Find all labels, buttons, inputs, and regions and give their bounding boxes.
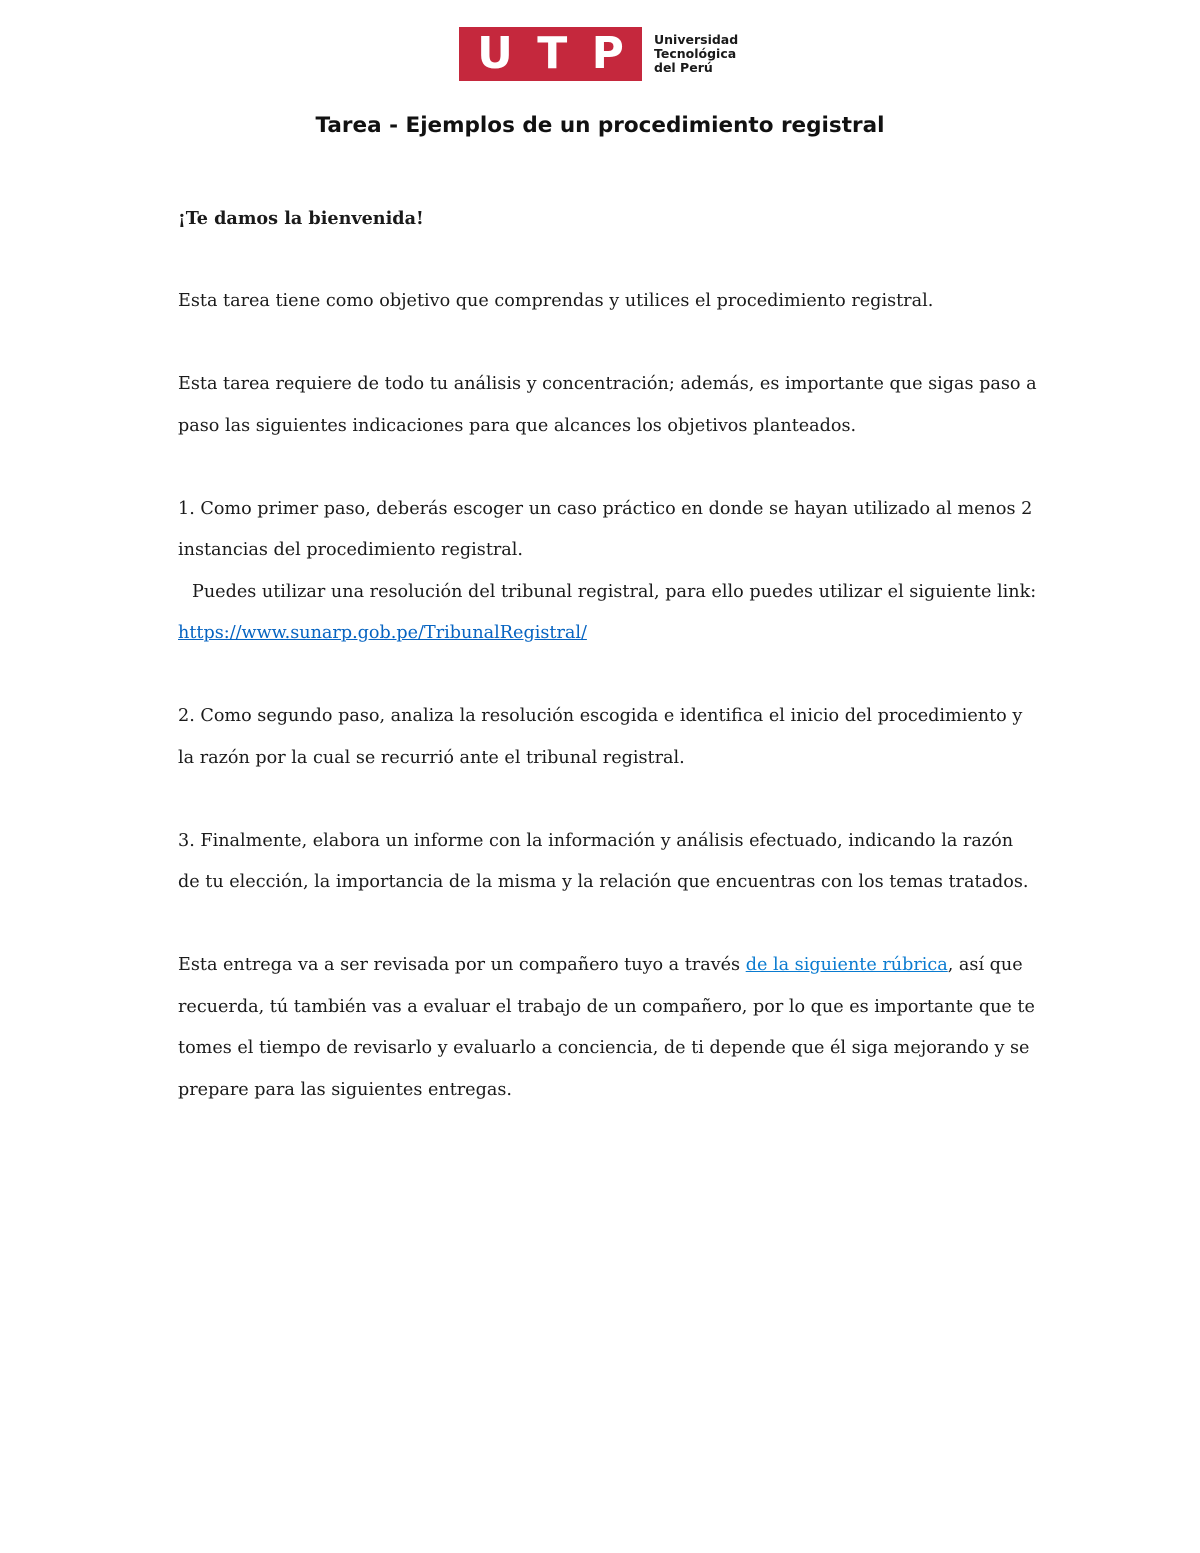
step-1-text: 1. Como primer paso, deberás escoger un caso práctico en donde se hayan utilizado al menos 2 instancias del procedimiento registral.	[178, 498, 1033, 560]
logo-letter-p: P	[591, 28, 624, 79]
logo-name-line-1: Universidad	[654, 32, 739, 47]
logo-name-line-2: Tecnológica	[654, 46, 737, 61]
rubric-link[interactable]: de la siguiente rúbrica	[745, 955, 948, 975]
closing-text-before: Esta entrega va a ser revisada por un compañero tuyo a través	[178, 955, 746, 975]
document-title: Tarea - Ejemplos de un procedimiento registral	[315, 113, 885, 138]
logo-university-name	[654, 33, 738, 75]
tribunal-registral-link[interactable]: https://www.sunarp.gob.pe/TribunalRegistral/	[178, 623, 587, 643]
requirement-paragraph: Esta tarea requiere de todo tu análisis y concentración; además, es importante que sigas paso a paso las siguientes indicaciones para que alcances los objetivos planteados.	[178, 374, 1037, 436]
logo-letter-t: T	[537, 28, 568, 79]
utp-logo	[459, 27, 738, 81]
closing-paragraph	[178, 945, 1038, 1111]
logo-letter-u: U	[477, 28, 513, 79]
step-2-paragraph: 2. Como segundo paso, analiza la resolución escogida e identifica el inicio del procedimiento y la razón por la cual se recurrió ante el tribunal registral.	[178, 706, 1023, 768]
closing-text-after: , así que recuerda, tú también vas a evaluar el trabajo de un compañero, por lo que es importante que te tomes el tiempo de revisarlo y evaluarlo a conciencia, de ti depende que él siga mejorando y se prepare para las siguientes entregas.	[178, 955, 1035, 1100]
utp-logo-mark	[459, 27, 642, 81]
document-body	[178, 198, 1038, 1153]
intro-paragraph: Esta tarea tiene como objetivo que comprendas y utilices el procedimiento registral.	[178, 291, 934, 311]
welcome-heading: ¡Te damos la bienvenida!	[178, 208, 424, 229]
step-1-hint: Puedes utilizar una resolución del tribunal registral, para ello puedes utilizar el siguiente link:	[192, 581, 1037, 602]
logo-name-line-3: del Perú	[654, 60, 713, 75]
step-3-paragraph: 3. Finalmente, elabora un informe con la información y análisis efectuado, indicando la razón de tu elección, la importancia de la misma y la relación que encuentras con los temas tratados.	[178, 830, 1029, 892]
step-1-paragraph	[178, 489, 1038, 655]
